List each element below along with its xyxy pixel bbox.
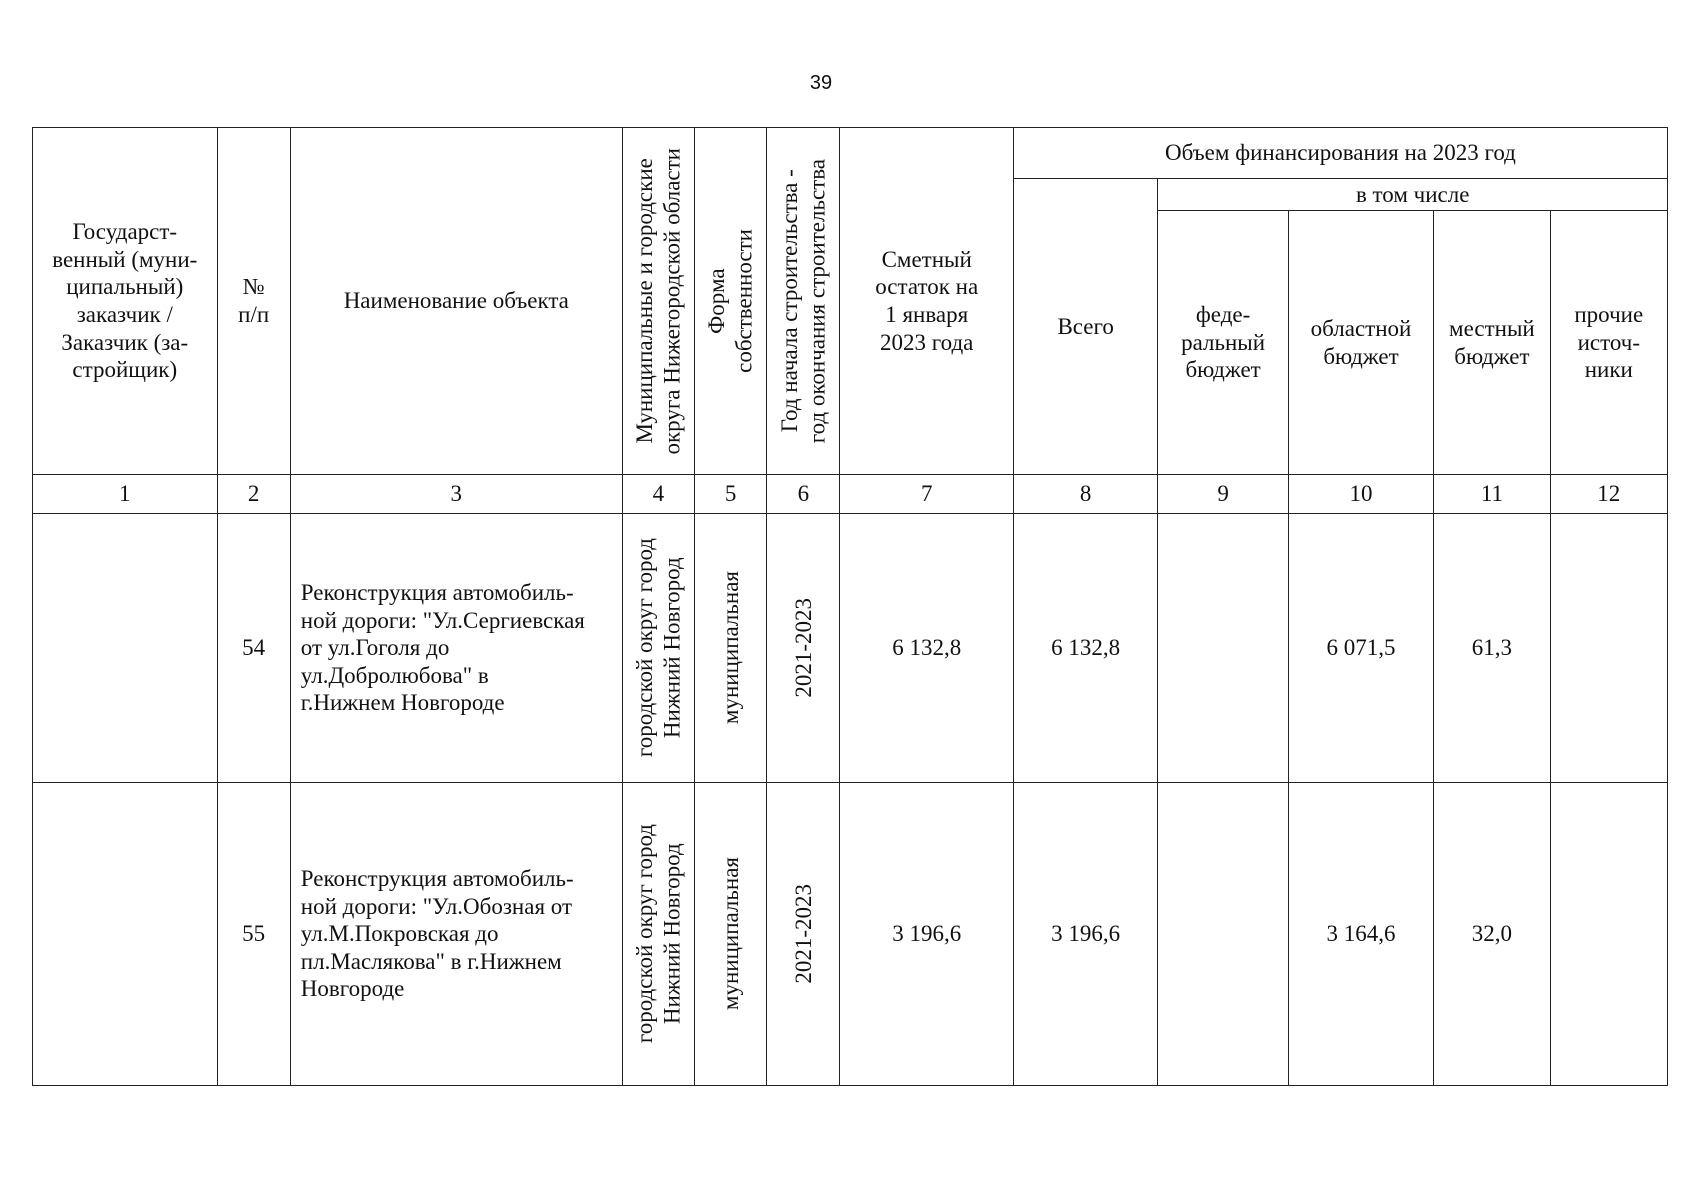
row-years: 2021-2023 [767,783,840,1086]
header-number: № п/п [217,128,290,475]
column-number: 6 [767,475,840,514]
row-estimated-balance: 6 132,8 [840,514,1014,783]
table-row [33,514,1668,783]
column-number: 3 [290,475,622,514]
row-other [1550,783,1667,1086]
column-number: 7 [840,475,1014,514]
header-regional: областной бюджет [1288,211,1433,475]
row-ownership: муниципальная [695,514,767,783]
column-number: 2 [217,475,290,514]
row-total: 6 132,8 [1013,514,1157,783]
header-other: прочие источ- ники [1550,211,1667,475]
header-funding-group: Объем финансирования на 2023 год [1013,128,1667,179]
row-total: 3 196,6 [1013,783,1157,1086]
row-object-name: Реконструкция автомобиль- ной дороги: "Ул.Обозная от ул.М.Покровская до пл.Маслякова" в г.Нижнем Новгороде [290,783,622,1086]
row-federal [1158,514,1288,783]
page-number: 39 [809,72,833,94]
header-estimated-balance: Сметный остаток на 1 января 2023 года [840,128,1014,475]
table-row [33,783,1668,1086]
row-object-name: Реконструкция автомобиль- ной дороги: "Ул.Сергиевская от ул.Гоголя до ул.Добролюбова" в г.Нижнем Новгороде [290,514,622,783]
header-local: местный бюджет [1434,211,1550,475]
header-total: Всего [1013,179,1157,475]
row-other [1550,514,1667,783]
row-ownership: муниципальная [695,783,767,1086]
row-local: 61,3 [1434,514,1550,783]
header-ownership: Форма собственности [695,128,767,475]
row-regional: 3 164,6 [1288,783,1433,1086]
row-number: 55 [217,783,290,1086]
row-local: 32,0 [1434,783,1550,1086]
row-municipality: городской округ город Нижний Новгород [622,783,694,1086]
header-customer: Государст- венный (муни- ципальный) заказчик / Заказчик (за- стройщик) [33,128,218,475]
column-number: 5 [695,475,767,514]
column-number: 1 [33,475,218,514]
column-number: 9 [1158,475,1288,514]
column-number: 11 [1434,475,1550,514]
header-federal: феде- ральный бюджет [1158,211,1288,475]
column-number: 10 [1288,475,1433,514]
row-number: 54 [217,514,290,783]
row-years: 2021-2023 [767,514,840,783]
row-customer [33,783,218,1086]
column-number-row [33,475,1668,514]
column-number: 8 [1013,475,1157,514]
row-municipality: городской округ город Нижний Новгород [622,514,694,783]
header-including: в том числе [1158,179,1668,211]
column-number: 4 [622,475,694,514]
row-estimated-balance: 3 196,6 [840,783,1014,1086]
header-object-name: Наименование объекта [290,128,622,475]
header-municipality: Муниципальные и городские округа Нижегородской области [622,128,694,475]
row-federal [1158,783,1288,1086]
row-regional: 6 071,5 [1288,514,1433,783]
header-years: Год начала строительства - год окончания строительства [767,128,840,475]
funding-table [32,127,1668,1086]
column-number: 12 [1550,475,1667,514]
header-row [33,128,1668,179]
row-customer [33,514,218,783]
